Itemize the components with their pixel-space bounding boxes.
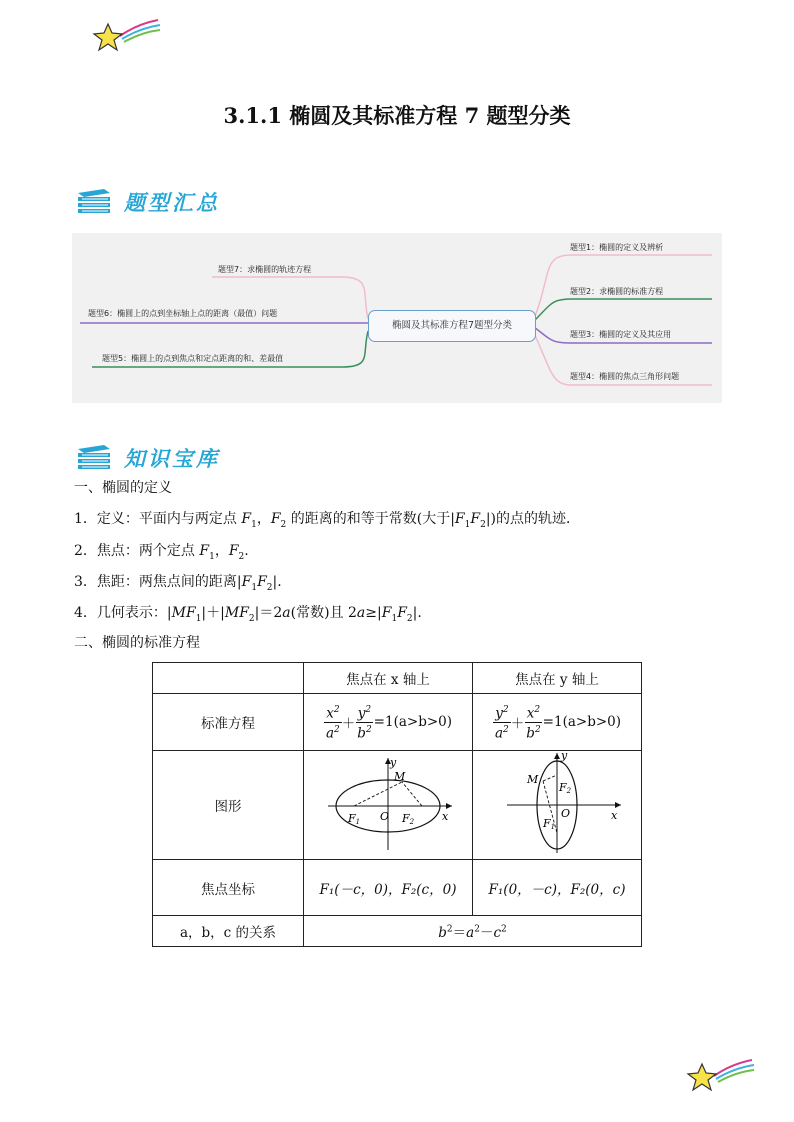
relation-formula: $b^2=a^2-c^2$ <box>304 916 642 947</box>
svg-text:F1: F1 <box>348 812 361 826</box>
svg-text:M: M <box>394 770 406 783</box>
mindmap-center-node: 椭圆及其标准方程7题型分类 <box>368 310 536 342</box>
table-header-x: 焦点在 x 轴上 <box>304 663 473 694</box>
section-heading-summary <box>74 184 220 220</box>
ellipse-x-axis-diagram <box>318 754 458 852</box>
mindmap-node: 题型6：椭圆上的点到坐标轴上点的距离（最值）问题 <box>88 309 278 318</box>
svg-text:F2: F2 <box>559 781 572 795</box>
mindmap-node: 题型5：椭圆上的点到焦点和定点距离的和、差最值 <box>102 354 284 363</box>
mindmap-node: 题型3：椭圆的定义及其应用 <box>570 330 672 339</box>
std-heading: 二、椭圆的标准方程 <box>74 635 200 651</box>
row-label-relation: a，b，c 的关系 <box>153 916 304 947</box>
svg-text:F1: F1 <box>543 817 556 831</box>
mindmap-node: 题型7：求椭圆的轨迹方程 <box>218 265 312 274</box>
books-icon <box>74 443 114 473</box>
mindmap-node: 题型4：椭圆的焦点三角形问题 <box>570 372 680 381</box>
mindmap <box>72 233 722 403</box>
def-line-2: 2．焦点：两个定点 $F_1$，$F_2$. <box>74 543 249 562</box>
section-heading-knowledge <box>74 440 220 476</box>
def-heading: 一、椭圆的定义 <box>74 480 172 496</box>
foci-y: F₁(0，－c)，F₂(0，c) <box>473 860 642 916</box>
table-row <box>153 694 642 751</box>
svg-text:F2: F2 <box>402 812 415 826</box>
mindmap-node: 题型1：椭圆的定义及辨析 <box>570 243 664 252</box>
table-row <box>153 860 642 916</box>
ellipse-figure-x <box>304 751 473 860</box>
ellipse-y-axis-diagram <box>487 751 627 855</box>
section-label: 知识宝库 <box>124 447 220 471</box>
def-line-1: 1．定义：平面内与两定点 $F_1$，$F_2$ 的距离的和等于常数(大于$|F_1F_2|$)的点的轨迹． <box>74 511 581 530</box>
def-line-3: 3．焦距：两焦点间的距离$|F_1F_2|$. <box>74 574 282 593</box>
svg-text:M: M <box>527 773 539 786</box>
svg-text:O: O <box>380 810 390 823</box>
svg-text:x: x <box>442 810 449 823</box>
shooting-star-icon <box>92 16 162 56</box>
def-line-4: 4．几何表示：$|MF_1|+|MF_2|=2a$(常数)且 $2a\ge|F_1F_2|$. <box>74 605 422 624</box>
row-label-foci: 焦点坐标 <box>153 860 304 916</box>
table-header-y: 焦点在 y 轴上 <box>473 663 642 694</box>
table-row <box>153 663 642 694</box>
table-row <box>153 751 642 860</box>
svg-text:y: y <box>561 751 568 762</box>
mindmap-node: 题型2：求椭圆的标准方程 <box>570 287 664 296</box>
shooting-star-icon <box>686 1056 756 1096</box>
ellipse-figure-y <box>473 751 642 860</box>
table-row <box>153 916 642 947</box>
svg-text:y: y <box>390 756 397 769</box>
foci-x: F₁(－c，0)，F₂(c，0) <box>304 860 473 916</box>
page-title: 3.1.1 椭圆及其标准方程 7 题型分类 <box>223 103 571 128</box>
standard-equation-table <box>152 662 642 947</box>
section-label: 题型汇总 <box>124 191 220 215</box>
row-label-equation: 标准方程 <box>153 694 304 751</box>
equation-x: $\frac{x^2}{a^2}$ ＋ $\frac{y^2}{b^2}$ =1(a>b>0) <box>304 694 473 751</box>
row-label-figure: 图形 <box>153 751 304 860</box>
books-icon <box>74 187 114 217</box>
table-cell <box>153 663 304 694</box>
equation-y: $\frac{y^2}{a^2}$ ＋ $\frac{x^2}{b^2}$ =1(a>b>0) <box>473 694 642 751</box>
svg-text:x: x <box>611 809 618 822</box>
svg-text:O: O <box>561 807 571 820</box>
